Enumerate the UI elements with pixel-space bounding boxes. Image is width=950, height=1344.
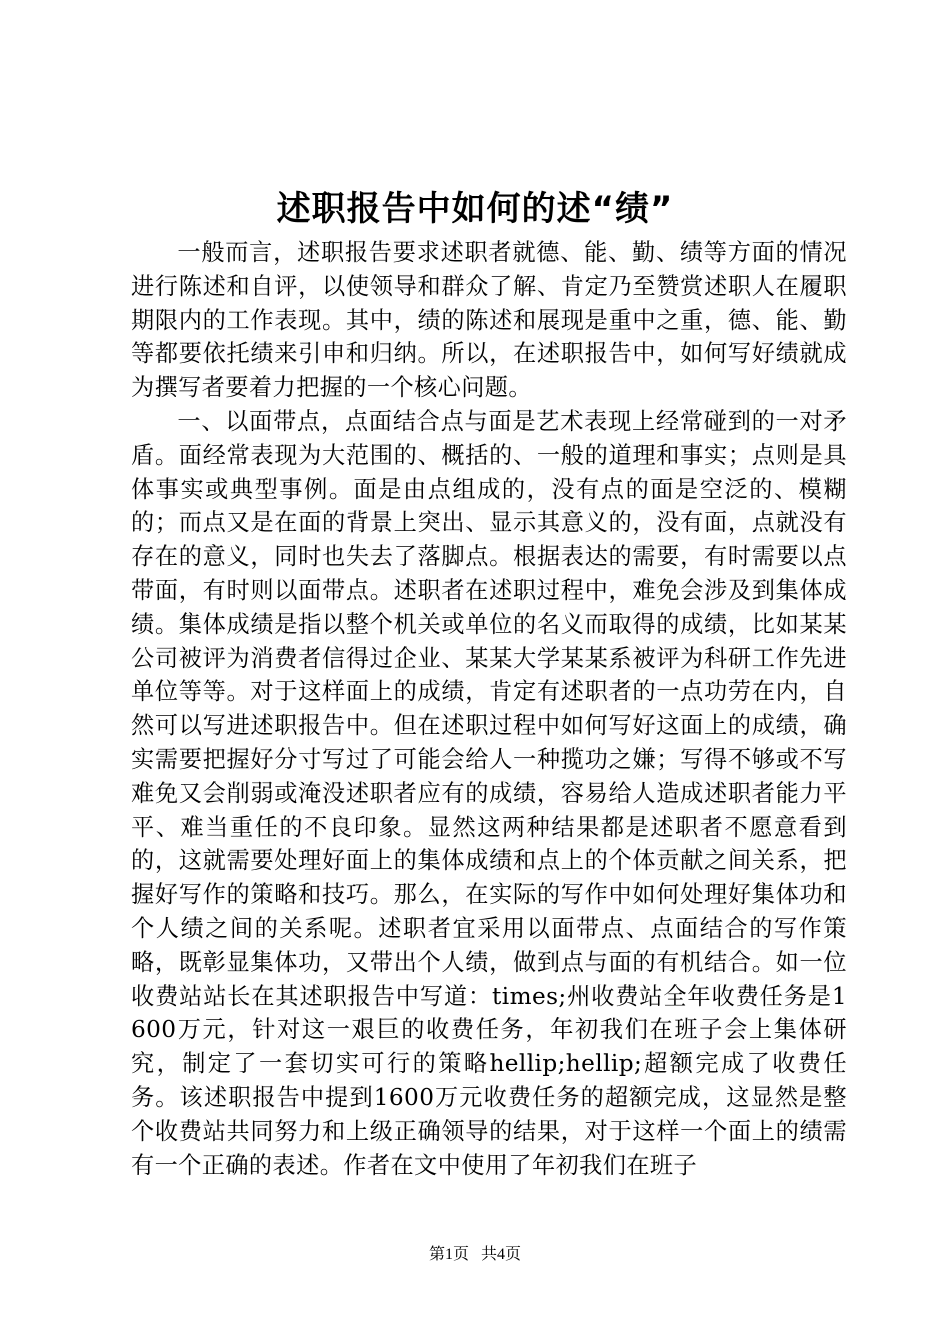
document-body <box>131 236 847 1182</box>
page-total: 共4页 <box>481 1246 522 1263</box>
page-footer <box>0 1244 950 1266</box>
page-number: 第1页 <box>428 1246 469 1263</box>
paragraph-intro: 一般而言，述职报告要求述职者就德、能、勤、绩等方面的情况进行陈述和自评，以使领导和群众了解、肯定乃至赞赏述职人在履职期限内的工作表现。其中，绩的陈述和展现是重中之重，德、能、勤等都要依托绩来引申和归纳。所以，在述职报告中，如何写好绩就成为撰写者要着力把握的一个核心问题。 <box>131 239 847 402</box>
paragraph-section-one: 一、以面带点，点面结合点与面是艺术表现上经常碰到的一对矛盾。面经常表现为大范围的、概括的、一般的道理和事实；点则是具体事实或典型事例。面是由点组成的，没有点的面是空泛的、模糊的；而点又是在面的背景上突出、显示其意义的，没有面，点就没有存在的意义，同时也失去了落脚点。根据表达的需要，有时需要以点带面，有时则以面带点。述职者在述职过程中，难免会涉及到集体成绩。集体成绩是指以整个机关或单位的名义而取得的成绩，比如某某公司被评为消费者信得过企业、某某大学某某系被评为科研工作先进单位等等。对于这样面上的成绩，肯定有述职者的一点功劳在内，自然可以写进述职报告中。但在述职过程中如何写好这面上的成绩，确实需要把握好分寸写过了可能会给人一种揽功之嫌；写得不够或不写难免又会削弱或淹没述职者应有的成绩，容易给人造成述职者能力平平、难当重任的不良印象。显然这两种结果都是述职者不愿意看到的，这就需要处理好面上的集体成绩和点上的个体贡献之间关系，把握好写作的策略和技巧。那么，在实际的写作中如何处理好集体功和个人绩之间的关系呢。述职者宜采用以面带点、点面结合的写作策略，既彰显集体功，又带出个人绩，做到点与面的有机结合。如一位收费站站长在其述职报告中写道：times;州收费站全年收费任务是1600万元，针对这一艰巨的收费任务，年初我们在班子会上集体研究，制定了一套切实可行的策略hellip;hellip;超额完成了收费任务。该述职报告中提到1600万元收费任务的超额完成，这显然是整个收费站共同努力和上级正确领导的结果，对于这样一个面上的绩需有一个正确的表述。作者在文中使用了年初我们在班子 <box>131 407 847 1179</box>
document-title: 述职报告中如何的述“绩” <box>276 189 674 229</box>
